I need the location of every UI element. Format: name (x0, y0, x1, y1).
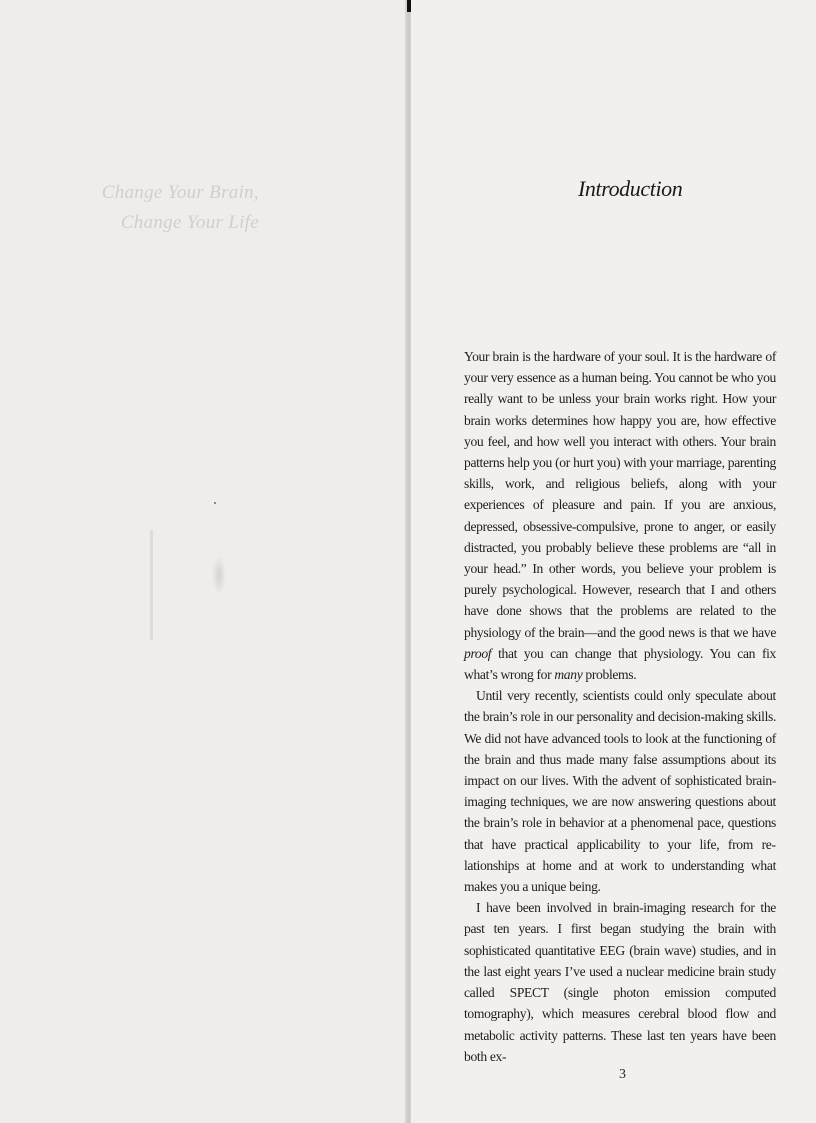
emphasis-proof: proof (464, 645, 492, 661)
emphasis-many: many (554, 667, 583, 683)
page-number: 3 (619, 1067, 626, 1082)
paragraph-1: Your brain is the hardware of your soul. It is the hardware of your very essence as a human being. You cannot be who you really want to be unless your brain works right. How your brain works determines how happy you are, how effective you feel, and how well you interact with others. Your brain patterns help you (or hurt you) with your marriage, parenting skills, work, and religious beliefs, along with your experiences of pleasure and pain. If you are anxious, depressed, obsessive-compulsive, prone to anger, or easily distracted, you probably believe these problems are “all in your head.” In other words, you believe your problem is purely psychological. However, research that I and others have done shows that the problems are related to the physiology of the brain—and the good news is that we have proof that you can change that physiology. You can fix what’s wrong for many problems. (464, 349, 776, 683)
paper-speck (214, 502, 216, 504)
body-text (464, 346, 776, 1067)
left-page (0, 0, 407, 1123)
bleed-through-title (102, 178, 259, 238)
paragraph-2: Until very recently, scientists could only speculate about the brain’s role in our personality and decision-making skills. We did not have advanced tools to look at the functioning of the brain and thus made many false assumptions about its impact on our lives. With the advent of sophisticated brain-imaging techniques, we are now answering questions about the brain’s role in behavior at a phenomenal pace, questions that have practical applicability to your life, from relationships at home and at work to understanding what makes you a unique being. (464, 688, 776, 895)
paragraph-3: I have been involved in brain-imaging research for the past ten years. I first began studying the brain with sophisticated quantitative EEG (brain wave) studies, and in the last eight years I’ve used a nuclear medicine brain study called SPECT (single photon emission computed tomography), which measures cerebral blood flow and metabolic activity patterns. These last ten years have been both ex- (464, 900, 776, 1064)
paper-smudge (212, 555, 226, 595)
chapter-title: Introduction (578, 176, 683, 201)
bleed-title-line-2: Change Your Life (120, 212, 259, 233)
bleed-title-line-1: Change Your Brain, (101, 182, 259, 203)
bleed-through-mark (150, 530, 153, 640)
